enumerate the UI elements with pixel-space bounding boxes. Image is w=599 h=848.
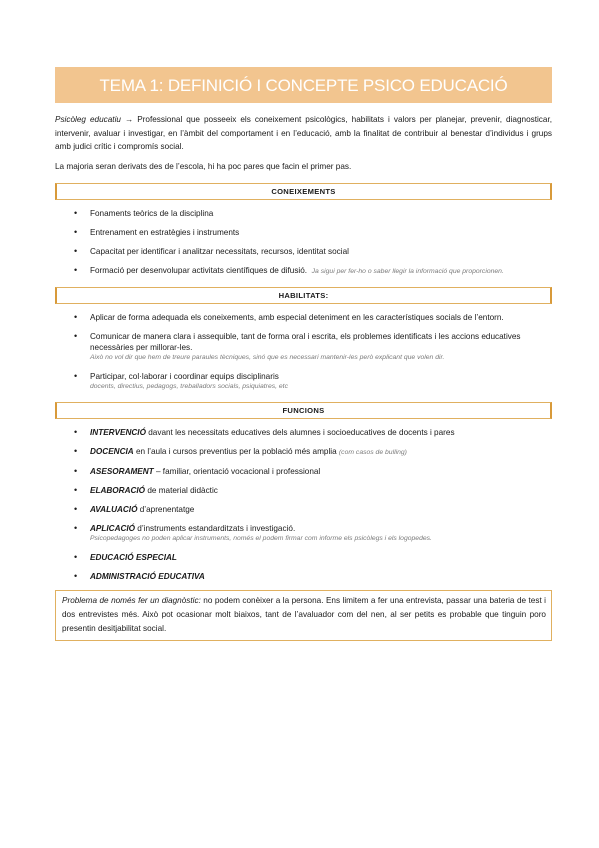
bullet-icon: •: [74, 523, 78, 534]
bullet-icon: •: [74, 485, 78, 496]
title-text: DEFINICIÓ I CONCEPTE PSICO EDUCACIÓ: [167, 76, 508, 95]
list-funcions: [55, 427, 552, 582]
bullet-icon: •: [74, 208, 78, 219]
definition-paragraph: [55, 113, 552, 154]
page-title: [55, 67, 552, 103]
item-text: Formació per desenvolupar activitats científiques de difusió.: [90, 266, 308, 276]
item-text: Aplicar de forma adequada els coneixements, amb especial deteniment en les característiques socials de l’entorn.: [90, 313, 504, 323]
list-habilitats: [55, 312, 552, 392]
item-key: ELABORACIÓ: [90, 486, 146, 496]
bullet-icon: •: [74, 331, 78, 342]
list-item: [55, 265, 552, 277]
closing-note-text: no podem conèixer a la persona. Ens limitem a fer una entrevista, passar una bateria de test i dos entrevistes més. Això pot ocasionar molt biaixos, tant de l’avaluador com del nen, al ser petits es probable que tinguin poro presentin desitjabilitat social.: [62, 596, 546, 633]
closing-note-box: [55, 590, 552, 641]
item-subnote: Ja sigui per fer-ho o saber llegir la informació que proporcionen.: [311, 268, 504, 276]
list-item: [55, 427, 552, 438]
list-coneixements: [55, 208, 552, 277]
list-item: [55, 504, 552, 515]
item-text: – familiar, orientació vocacional i professional: [153, 467, 321, 477]
item-key: ASESORAMENT: [90, 467, 154, 477]
bullet-icon: •: [74, 246, 78, 257]
bullet-icon: •: [74, 446, 78, 457]
bullet-icon: •: [74, 552, 78, 563]
item-subnote: docents, directius, pedagogs, treballadors socials, psiquiatres, etc: [90, 383, 288, 391]
bullet-icon: •: [74, 427, 78, 438]
item-text: en l’aula i cursos preventius per la població més amplia: [133, 447, 339, 457]
bullet-icon: •: [74, 504, 78, 515]
list-item: [55, 371, 552, 392]
item-key: ADMINISTRACIÓ EDUCATIVA: [90, 572, 205, 582]
list-item: [55, 523, 552, 544]
item-key: DOCENCIA: [90, 447, 134, 457]
item-text: davant les necessitats educatives dels alumnes i socioeducatives de docents i pares: [145, 428, 455, 438]
document-page: [55, 67, 552, 641]
item-key: INTERVENCIÓ: [90, 428, 146, 438]
item-subnote: Psicopedagoges no poden aplicar instruments, només el podem firmar com informe els psicòlegs i els logopedes.: [90, 535, 432, 543]
list-item: [55, 208, 552, 219]
item-key: APLICACIÓ: [90, 524, 136, 534]
item-text: Capacitat per identificar i analitzar necessitats, recursos, identitat social: [90, 247, 349, 257]
item-inline-note: (com casos de bulling): [338, 449, 407, 457]
list-item: [55, 227, 552, 238]
list-item: [55, 571, 552, 582]
list-item: [55, 485, 552, 496]
list-item: [55, 552, 552, 563]
note-line: La majoria seran derivats des de l’escola, hi ha poc pares que facin el primer pas.: [55, 161, 352, 171]
item-text: d’aprenentatge: [137, 505, 195, 515]
bullet-icon: •: [74, 466, 78, 477]
item-text: Fonaments teòrics de la disciplina: [90, 209, 214, 219]
item-text: d’instruments estandarditzats i investigació.: [135, 524, 296, 534]
item-text: Entrenament en estratègies i instruments: [90, 228, 240, 238]
item-text: de material didàctic: [145, 486, 218, 496]
section-heading-funcions: FUNCIONS: [55, 402, 552, 419]
list-item: [55, 312, 552, 323]
list-item: [55, 246, 552, 257]
closing-note-lead: Problema de només fer un diagnòstic:: [62, 596, 201, 606]
list-item: [55, 446, 552, 458]
arrow-icon: →: [124, 115, 134, 124]
item-key: AVALUACIÓ: [90, 505, 138, 515]
bullet-icon: •: [74, 571, 78, 582]
item-text: Participar, col·laborar i coordinar equips disciplinaris: [90, 372, 279, 382]
list-item: [55, 466, 552, 477]
section-heading-habilitats: HABILITATS:: [55, 287, 552, 304]
bullet-icon: •: [74, 371, 78, 382]
bullet-icon: •: [74, 227, 78, 238]
list-item: [55, 331, 552, 363]
bullet-icon: •: [74, 312, 78, 323]
definition-term: Psicòleg educatiu: [55, 115, 121, 124]
item-text: Comunicar de manera clara i assequible, tant de forma oral i escrita, els problemes identificats i les accions educatives necessàries per millorar-les.: [90, 332, 521, 353]
item-key: EDUCACIÓ ESPECIAL: [90, 553, 177, 563]
bullet-icon: •: [74, 265, 78, 276]
item-subnote: Això no vol dir que hem de treure paraules tècniques, sinó que es necessari mantenir-les però explicant que volen dir.: [90, 354, 445, 362]
title-prefix: TEMA 1:: [99, 76, 164, 95]
definition-text: Professional que posseeix els coneixement psicològics, habilitats i valors per planejar, prevenir, diagnosticar, intervenir, avaluar i investigar, en l’àmbit del comportament i en l’educació, amb la finalitat de contribuir al benestar d’individus i grups amb judici crític i compromís social.: [55, 115, 553, 152]
section-heading-coneixements: CONEIXEMENTS: [55, 183, 552, 200]
